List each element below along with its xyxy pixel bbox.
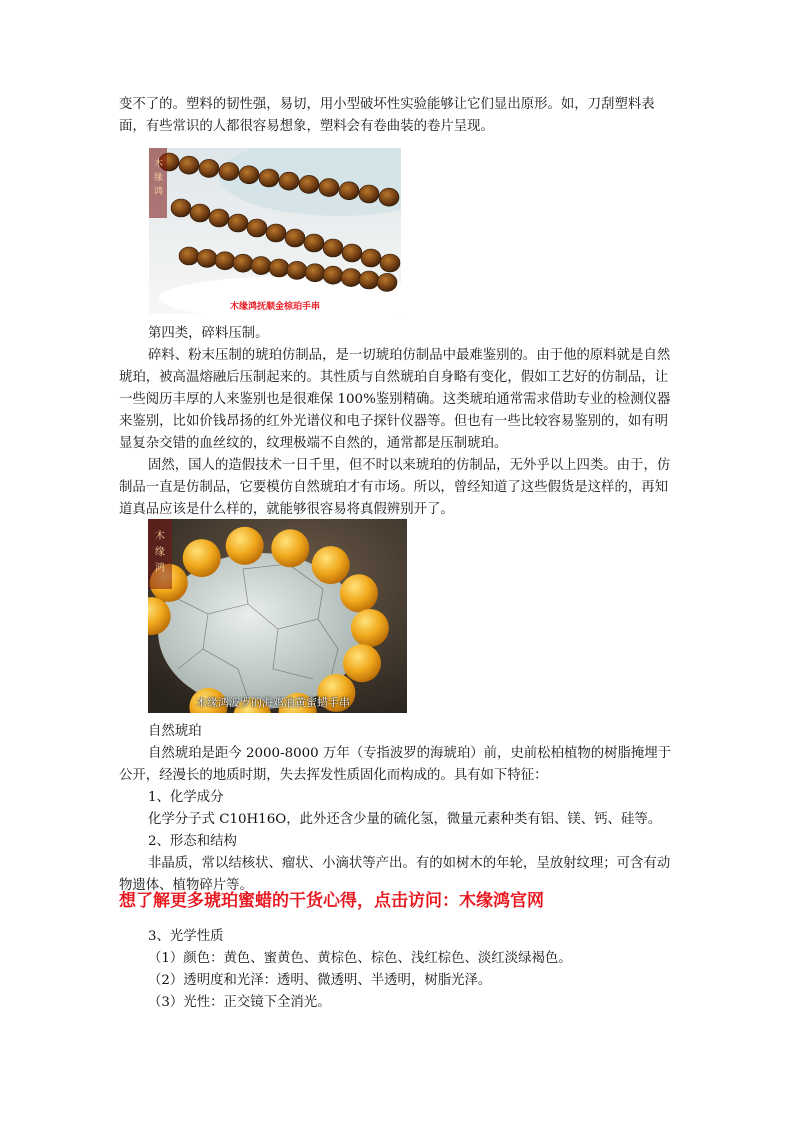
amber-bead xyxy=(323,266,343,284)
butterscotch-bead xyxy=(271,529,309,567)
paragraph-conclusion: 固然，国人的造假技术一日千里，但不时以来琥珀的仿制品，无外乎以上四类。由于，仿制品一直是仿制品，它要模仿自然琥珀才有市场。所以，曾经知道了这些假货是这样的，再知道真品应该是什么样的，就能够很容易将真假辨别开了。 xyxy=(119,458,671,517)
svg-text:缘: 缘 xyxy=(155,547,165,558)
amber-bead xyxy=(305,264,325,282)
amber-bead xyxy=(228,214,248,232)
amber-bead xyxy=(285,229,305,247)
paragraph-plastic-test: 变不了的。塑料的韧性强，易切，用小型破坏性实验能够让它们显出原形。如，刀刮塑料表面，有些常识的人都很容易想象，塑料会有卷曲装的卷片呈现。 xyxy=(119,97,655,134)
svg-text:鸿: 鸿 xyxy=(155,563,165,574)
amber-bead xyxy=(215,252,235,270)
list-item-optic: （3）光性：正交镜下全消光。 xyxy=(148,995,331,1010)
amber-bead xyxy=(171,199,191,217)
amber-bead xyxy=(279,172,299,190)
paragraph-form: 非晶质，常以结核状、瘤状、小滴状等产出。有的如树木的年轮，呈放射纹理；可含有动物遗体、植物碎片等。 xyxy=(119,856,671,893)
amber-bead xyxy=(269,259,289,277)
amber-bead xyxy=(179,247,199,265)
butterscotch-bead xyxy=(351,609,389,647)
amber-bead xyxy=(190,204,210,222)
list-item-color: （1）颜色：黄色、蜜黄色、黄棕色、棕色、浅红棕色、淡红淡绿褐色。 xyxy=(148,951,572,966)
amber-bead xyxy=(341,269,361,287)
amber-bead xyxy=(251,257,271,275)
heading-natural-amber: 自然琥珀 xyxy=(148,724,202,739)
butterscotch-bead xyxy=(340,574,378,612)
amber-bead xyxy=(259,169,279,187)
paragraph-pressed-amber: 碎料、粉末压制的琥珀仿制品，是一切琥珀仿制品中最难鉴别的。由于他的原料就是自然琥珀，被高温熔融后压制起来的。其性质与自然琥珀自身略有变化，假如工艺好的仿制品，让一些阅历丰厚的人来鉴别也是很难保 100%鉴别精确。这类琥珀通常需求借助专业的检测仪器来鉴别，比如价钱昂扬的红外光谱仪和电子探针仪器等。但也有一些比较容易鉴别的，如有明显复杂交错的血丝纹的，纹理极端不自然的，通常都是压制琥珀。 xyxy=(119,348,671,451)
amber-bead xyxy=(359,271,379,289)
amber-bead xyxy=(379,188,399,206)
subheading-form: 2、形态和结构 xyxy=(148,834,237,849)
photo-2-caption: 木缘鸿波罗的海鸡油黄蜜蜡手串 xyxy=(196,696,350,709)
amber-bead xyxy=(199,159,219,177)
butterscotch-bead xyxy=(226,527,264,565)
paragraph-chemical: 化学分子式 C10H16O，此外还含少量的硫化氢，微量元素种类有铝、镁、钙、硅等。 xyxy=(148,812,662,827)
svg-text:木: 木 xyxy=(155,531,165,542)
amber-bead xyxy=(377,273,397,291)
amber-bead xyxy=(179,156,199,174)
amber-bead xyxy=(339,182,359,200)
amber-bracelet-photo-1 xyxy=(149,148,401,314)
amber-bead xyxy=(319,179,339,197)
amber-bead xyxy=(359,185,379,203)
amber-bead xyxy=(247,219,267,237)
butterscotch-bead xyxy=(312,546,350,584)
list-item-transparency: （2）透明度和光泽：透明、微透明、半透明，树脂光泽。 xyxy=(148,973,492,988)
amber-bead xyxy=(323,239,343,257)
official-site-link[interactable]: 想了解更多琥珀蜜蜡的干货心得，点击访问：木缘鸿官网 xyxy=(119,891,544,911)
amber-bead xyxy=(342,244,362,262)
amber-bead xyxy=(299,175,319,193)
amber-bead xyxy=(266,224,286,242)
amber-bead xyxy=(219,163,239,181)
paragraph-natural-amber: 自然琥珀是距今 2000-8000 万年（专指波罗的海琥珀）前，史前松柏植物的树脂掩埋于公开，经漫长的地质时期，失去挥发性质固化而构成的。具有如下特征： xyxy=(119,746,672,783)
amber-bead xyxy=(304,234,324,252)
butterscotch-bead xyxy=(343,644,381,682)
svg-text:缘: 缘 xyxy=(154,173,164,183)
amber-bracelet-photo-2 xyxy=(148,519,407,713)
amber-bead xyxy=(361,249,381,267)
amber-bead xyxy=(239,166,259,184)
amber-bead xyxy=(380,254,400,272)
subheading-optical: 3、光学性质 xyxy=(148,929,224,944)
heading-type-four: 第四类，碎料压制。 xyxy=(148,326,269,341)
amber-bead xyxy=(287,261,307,279)
svg-text:木: 木 xyxy=(154,159,164,169)
butterscotch-bead xyxy=(183,539,221,577)
amber-bead xyxy=(233,254,253,272)
amber-bead xyxy=(197,249,217,267)
photo-1-caption: 木缘鸿抚顺金棕珀手串 xyxy=(229,302,320,312)
subheading-chemical: 1、化学成分 xyxy=(148,790,224,805)
amber-bead xyxy=(209,209,229,227)
svg-text:鸿: 鸿 xyxy=(154,187,164,197)
